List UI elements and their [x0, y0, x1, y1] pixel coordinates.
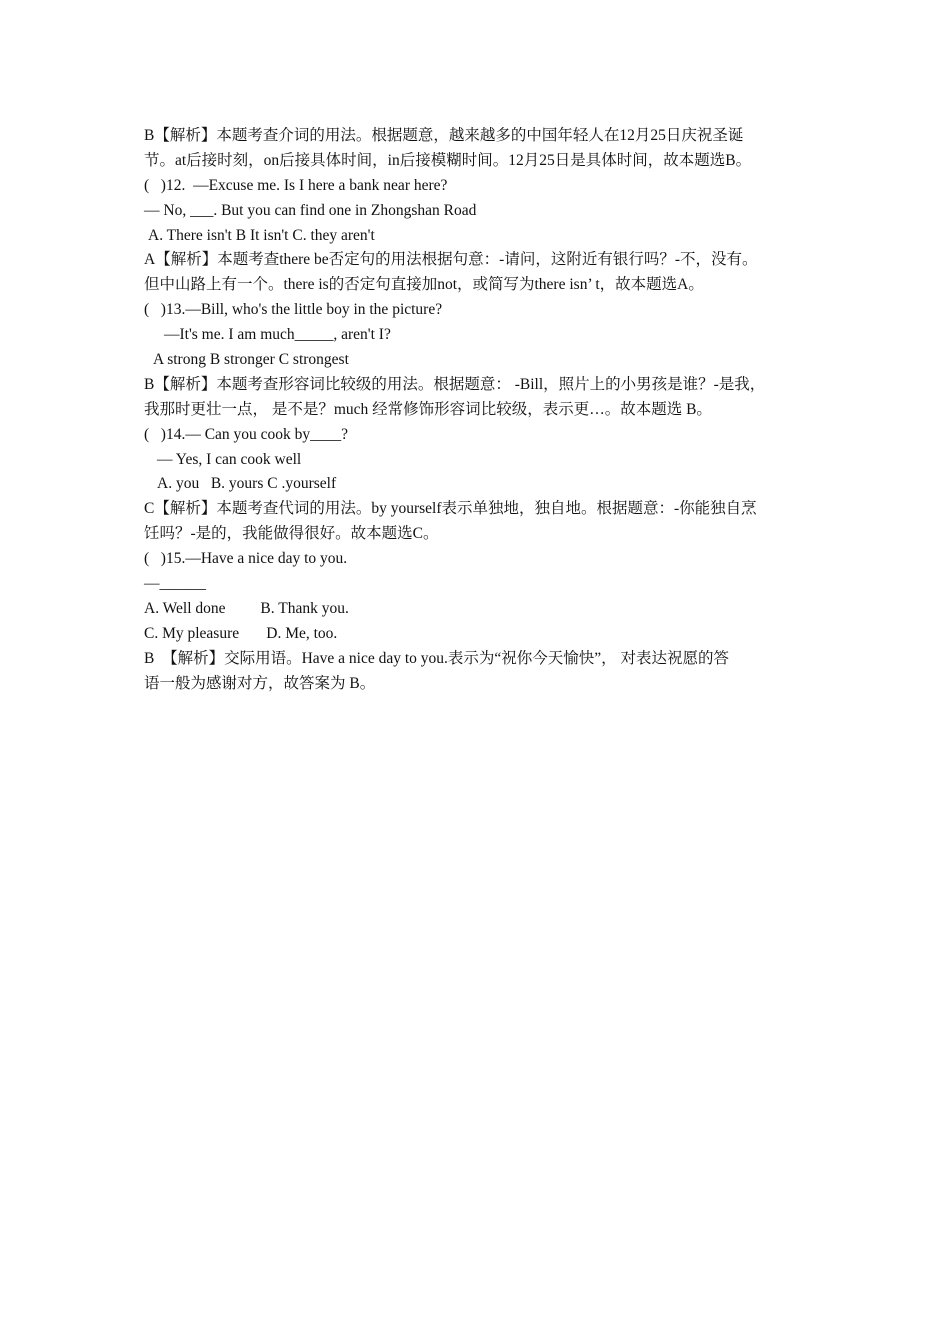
explanation-13-line-1: B【解析】本题考查形容词比较级的用法。根据题意： -Bill，照片上的小男孩是谁？-是我， [144, 375, 766, 393]
question-15-reply: —______ [144, 575, 206, 593]
explanation-12-line-2: 但中山路上有一个。there is的否定句直接加not，或简写为there isn’ t，故本题选A。 [144, 276, 704, 294]
explanation-14-line-1: C【解析】本题考查代词的用法。by yourself表示单独地，独自地。根据题意：-你能独自烹 [144, 500, 757, 518]
explanation-11-line-1: B【解析】本题考查介词的用法。根据题意，越来越多的中国年轻人在12月25日庆祝圣诞 [144, 127, 744, 144]
explanation-15-line-2: 语一般为感谢对方，故答案为 B。 [144, 674, 376, 692]
explanation-13-line-2: 我那时更壮一点， 是不是？much 经常修饰形容词比较级，表示更…。故本题选 B。 [144, 400, 712, 418]
question-15-stem: ( )15.—Have a nice day to you. [144, 550, 348, 568]
question-12-stem: ( )12. —Excuse me. Is I here a bank near here? [144, 176, 448, 194]
question-15-options-ab: A. Well done B. Thank you. [144, 599, 349, 617]
question-13-options: A strong B stronger C strongest [153, 351, 349, 369]
document-body [144, 124, 834, 696]
explanation-14-line-2: 饪吗？-是的，我能做得很好。故本题选C。 [144, 525, 439, 543]
question-12-options: A. There isn't B It isn't C. they aren't [148, 226, 375, 244]
question-13-stem: ( )13.—Bill, who's the little boy in the picture? [144, 301, 443, 319]
explanation-11-line-2: 节。at后接时刻，on后接具体时间，in后接模糊时间。12月25日是具体时间，故本题选B。 [144, 151, 752, 169]
question-14-reply: — Yes, I can cook well [157, 450, 302, 468]
question-13-reply: —It's me. I am much_____, aren't I? [164, 326, 391, 344]
explanation-15-line-1: B 【解析】交际用语。Have a nice day to you.表示为“祝你今天愉快”， 对表达祝愿的答 [144, 649, 730, 667]
question-15-options-cd: C. My pleasure D. Me, too. [144, 624, 338, 642]
question-14-stem: ( )14.— Can you cook by____? [144, 425, 349, 443]
question-14-options: A. you B. yours C .yourself [157, 475, 337, 493]
explanation-12-line-1: A【解析】本题考查there be否定句的用法根据句意：-请问，这附近有银行吗？-不，没有。 [144, 251, 758, 269]
question-12-reply: — No, ___. But you can find one in Zhongshan Road [144, 201, 477, 219]
